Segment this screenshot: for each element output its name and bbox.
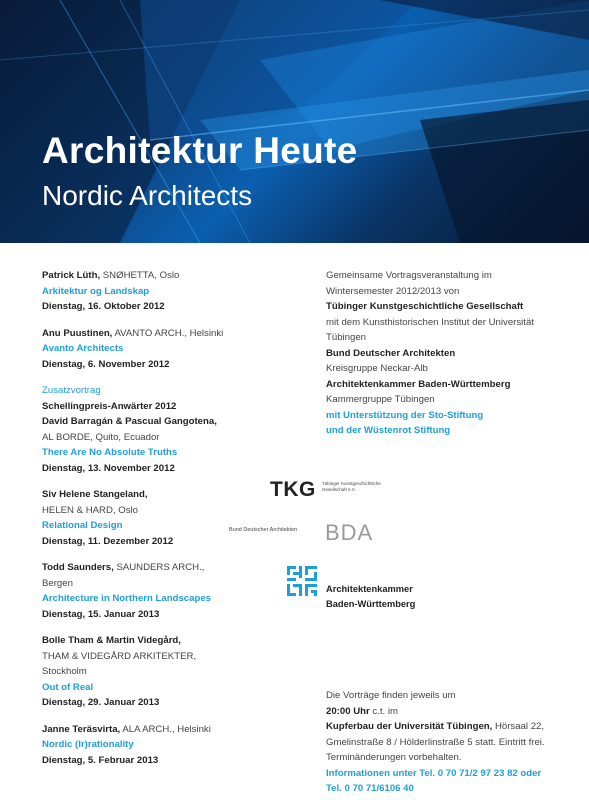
venue-name: Kupferbau der Universität Tübingen,	[326, 721, 493, 732]
contact-phone: Tel. 0 70 71/6106 40	[326, 783, 414, 794]
organizer-bda: Bund Deutscher Architekten	[326, 347, 456, 359]
lecture-topic: Relational Design	[42, 520, 123, 531]
page-title: Architektur Heute	[42, 130, 358, 171]
tkg-logo-caption: Tübinger Kunstgeschichtliche Gesellschaft e.V.	[322, 481, 381, 492]
tkg-logo-word: TKG	[270, 478, 316, 501]
lecture-date: Dienstag, 11. Dezember 2012	[42, 535, 174, 547]
lecture-item	[42, 560, 287, 622]
speaker-office: SAUNDERS ARCH.,	[113, 562, 205, 573]
venue-room: Hörsaal 22,	[492, 721, 545, 732]
lecture-item	[42, 268, 287, 315]
organizer-akbw: Architektenkammer Baden-Württemberg	[326, 378, 511, 390]
support-line: und der Wüstenrot Stiftung	[326, 425, 451, 436]
speaker-name: Siv Helene Stangeland,	[42, 489, 148, 500]
lecture-topic: Avanto Architects	[42, 343, 124, 354]
lecture-topic: Nordic (Ir)rationality	[42, 739, 134, 750]
speaker-name: Janne Teräsvirta,	[42, 723, 121, 735]
organizer-tkg-sub: mit dem Kunsthistorischen Institut der Universität	[326, 316, 534, 328]
lecture-date: Dienstag, 13. November 2012	[42, 462, 175, 474]
akbw-emblem-icon	[286, 565, 320, 599]
venue-address: Gmelinstraße 8 / Hölderlinstraße 5 statt. Eintritt frei.	[326, 736, 545, 748]
speaker-name: Todd Saunders,	[42, 562, 114, 573]
organizer-tkg: Tübinger Kunstgeschichtliche Gesellschaft	[326, 301, 524, 312]
lecture-topic: Out of Real	[42, 681, 94, 693]
support-line: mit Unterstützung der Sto-Stiftung	[326, 409, 484, 421]
lecture-topic: Arkitektur og Landskap	[42, 285, 150, 297]
organizers-block	[326, 268, 566, 439]
organizer-akbw-sub: Kammergruppe Tübingen	[326, 394, 435, 405]
lecture-time-suffix: c.t. im	[369, 705, 398, 717]
lecture-item	[42, 383, 287, 476]
lecture-topic: There Are No Absolute Truths	[42, 447, 178, 458]
speaker-name: Patrick Lüth,	[42, 270, 101, 281]
bda-logo-word: BDA	[325, 520, 374, 545]
lecture-date: Dienstag, 29. Januar 2013	[42, 697, 160, 708]
speaker-name: Anu Puustinen,	[42, 327, 113, 339]
extra-lecture-label: Zusatzvortrag	[42, 385, 101, 396]
lecture-list	[42, 268, 287, 779]
speaker-office: AL BORDE, Quito, Ecuador	[42, 431, 160, 443]
bda-logo-caption: Bund Deutscher Architekten	[229, 527, 298, 533]
schedule-note: Terminänderungen vorbehalten.	[326, 752, 462, 763]
akbw-name-line2: Baden-Württemberg	[326, 598, 416, 609]
speaker-name: David Barragán & Pascual Gangotena,	[42, 416, 217, 427]
lecture-item	[42, 722, 287, 769]
organizers-intro-2: Wintersemester 2012/2013 von	[326, 285, 460, 297]
lecture-item	[42, 487, 287, 549]
speaker-office: HELEN & HARD, Oslo	[42, 504, 138, 516]
venue-info	[326, 688, 576, 797]
akbw-logo	[286, 565, 416, 609]
lecture-date: Dienstag, 6. November 2012	[42, 358, 170, 370]
speaker-city: Stockholm	[42, 666, 87, 677]
lecture-item	[42, 633, 287, 711]
speaker-office: ALA ARCH., Helsinki	[120, 723, 211, 735]
lecture-time: 20:00 Uhr	[326, 705, 370, 717]
speaker-city: Bergen	[42, 577, 73, 589]
lecture-item	[42, 326, 287, 373]
speaker-office: THAM & VIDEGÅRD ARKITEKTER,	[42, 650, 197, 662]
speaker-name: Bolle Tham & Martin Videgård,	[42, 635, 181, 646]
speaker-office: AVANTO ARCH., Helsinki	[112, 327, 224, 339]
speaker-office: SNØHETTA, Oslo	[100, 270, 180, 281]
venue-intro: Die Vorträge finden jeweils um	[326, 690, 456, 701]
lecture-date: Dienstag, 16. Oktober 2012	[42, 301, 165, 312]
lecture-date: Dienstag, 5. Februar 2013	[42, 754, 159, 766]
page-subtitle: Nordic Architects	[42, 180, 253, 211]
akbw-name-line1: Architektenkammer	[326, 584, 413, 594]
contact-phone: Informationen unter Tel. 0 70 71/2 97 23 82 oder	[326, 767, 542, 779]
lecture-date: Dienstag, 15. Januar 2013	[42, 608, 160, 620]
organizers-intro-1: Gemeinsame Vortragsveranstaltung im	[326, 270, 492, 281]
organizer-tkg-sub: Tübingen	[326, 332, 367, 343]
prize-label: Schellingpreis-Anwärter 2012	[42, 400, 177, 412]
tkg-logo	[270, 478, 381, 502]
hero-banner	[0, 0, 589, 243]
lecture-topic: Architecture in Northern Landscapes	[42, 593, 211, 604]
organizer-bda-sub: Kreisgruppe Neckar-Alb	[326, 363, 428, 374]
